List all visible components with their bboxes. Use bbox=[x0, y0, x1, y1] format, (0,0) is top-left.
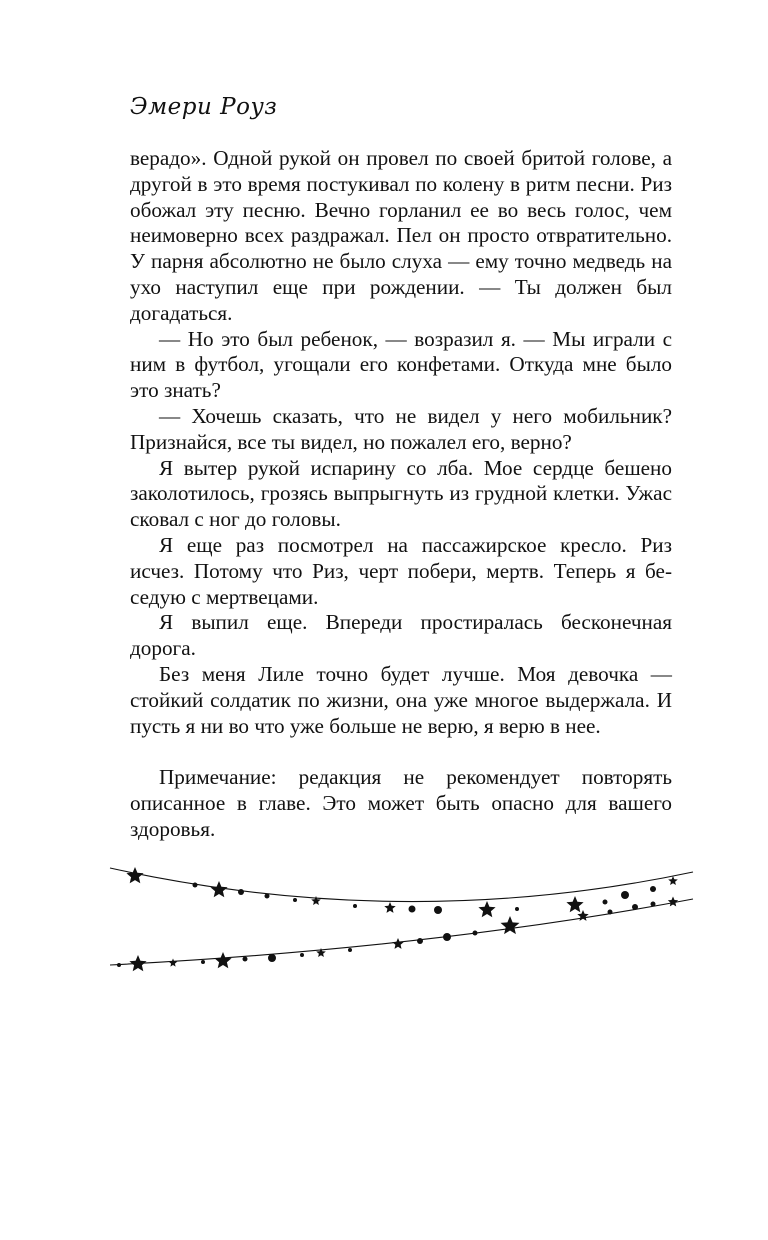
garland-bead bbox=[409, 906, 416, 913]
garland-star bbox=[392, 938, 403, 949]
garland-bead bbox=[621, 891, 629, 899]
paragraph-5: Я еще раз посмотрел на пассажирское кресло. Риз исчез. Потому что Риз, черт побери, мертв. Теперь я беседую с мертвецами. bbox=[130, 532, 672, 609]
garland-strand bbox=[110, 899, 693, 965]
garland-star bbox=[478, 901, 495, 917]
garland-star bbox=[577, 910, 588, 921]
garland-bead bbox=[268, 954, 276, 962]
garland-star bbox=[501, 916, 520, 934]
garland-bead bbox=[608, 910, 613, 915]
garland-bead bbox=[443, 933, 451, 941]
paragraph-6: Я выпил еще. Впереди простиралась бесконечная дорога. bbox=[130, 610, 672, 661]
garland-bead bbox=[417, 938, 423, 944]
garland-bead bbox=[473, 931, 478, 936]
page-body bbox=[130, 146, 672, 843]
editorial-note: Примечание: редакция не рекомендует повторять описанное в главе. Это может быть опасно для вашего здоровья. bbox=[130, 765, 672, 841]
paragraph-7: Без меня Лиле точно будет лучше. Моя девочка — стойкий солдатик по жизни, она уже многое выдержала. И пусть я ни во что уже больше не верю, я верю в нее. bbox=[130, 661, 672, 738]
garland-star bbox=[210, 881, 227, 897]
garland-bead bbox=[434, 906, 442, 914]
garland-bead bbox=[243, 957, 248, 962]
garland-bead bbox=[265, 894, 270, 899]
paragraph-4: Я вытер рукой испарину со лба. Мое сердце бешено заколотилось, грозясь выпрыгнуть из грудной клетки. Ужас сковал с ног до головы. bbox=[130, 455, 672, 532]
garland-bead bbox=[300, 953, 304, 957]
garland-bead bbox=[193, 883, 198, 888]
garland-star bbox=[384, 902, 395, 913]
running-head-author: Эмери Роуз bbox=[130, 94, 278, 120]
garland-bead bbox=[650, 886, 656, 892]
garland-star bbox=[668, 897, 678, 907]
garland-star bbox=[566, 896, 583, 912]
paragraph-1: верадо». Одной рукой он провел по своей бритой голове, а другой в это время постукивал по колену в ритм песни. Риз обожал эту песню. Вечно горланил ее во весь голос, чем неимоверно всех раздражал. Пел он просто отвратительно. У парня абсолютно не было слуха — ему точно медведь на ухо наступил еще при рождении. — Ты должен был догадаться. bbox=[130, 146, 672, 325]
paragraph-3: — Хочешь сказать, что не видел у него мобильник? Признайся, все ты видел, но пожалел его, верно? bbox=[130, 403, 672, 454]
garland-star bbox=[129, 955, 146, 971]
garland-star bbox=[126, 867, 143, 883]
garland-bead bbox=[238, 889, 244, 895]
garland-bead bbox=[603, 900, 608, 905]
garland-star bbox=[214, 952, 231, 968]
garland-bead bbox=[515, 907, 519, 911]
garland-bead bbox=[201, 960, 205, 964]
paragraph-2: — Но это был ребенок, — возразил я. — Мы играли с ним в футбол, угощали его конфетами. Откуда мне было это знать? bbox=[130, 326, 672, 403]
garland-bead bbox=[632, 904, 638, 910]
garland-bead bbox=[651, 902, 656, 907]
garland-star bbox=[668, 876, 678, 885]
garland-bead bbox=[117, 963, 121, 967]
garland-bead bbox=[353, 904, 357, 908]
garland-star bbox=[169, 959, 178, 967]
star-garland-icon bbox=[105, 858, 695, 978]
garland-bead bbox=[348, 948, 352, 952]
garland-bead bbox=[293, 898, 297, 902]
